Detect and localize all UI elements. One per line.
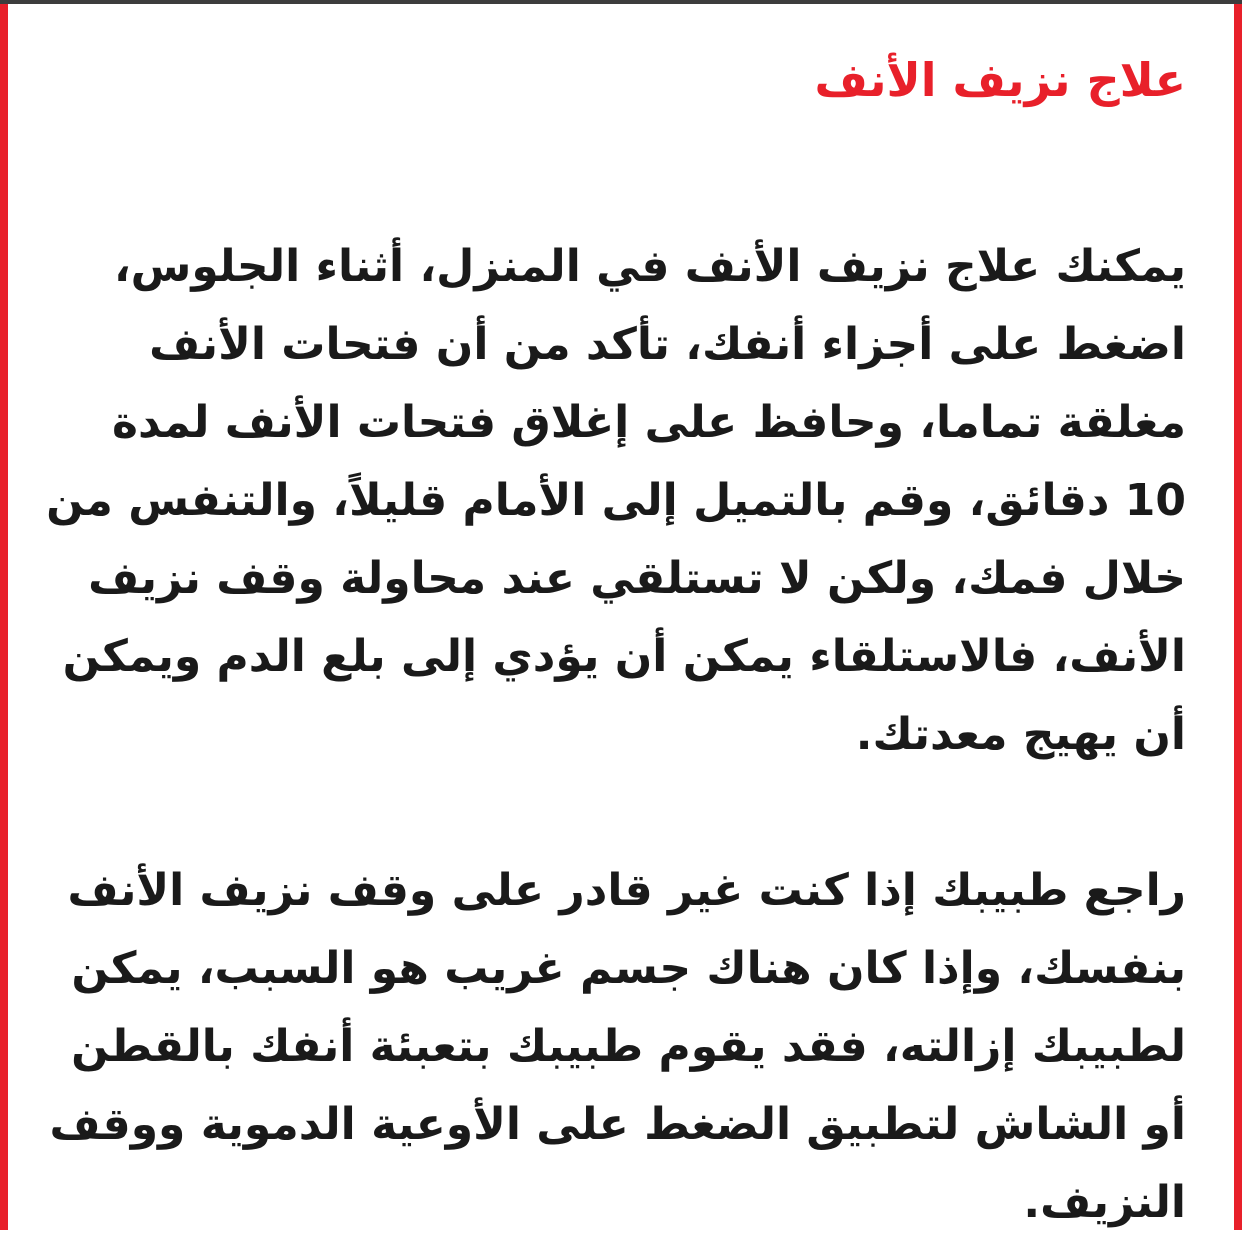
article-body (40, 40, 1186, 1242)
top-divider (0, 0, 1242, 4)
right-accent-bar (1234, 4, 1242, 1230)
article-paragraph-see-doctor: راجع طبيبك إذا كنت غير قادر على وقف نزيف الأنف بنفسك، وإذا كان هناك جسم غريب هو السبب، يمكن لطبيبك إزالته، فقد يقوم طبيبك بتعبئة أنفك بالقطن أو الشاش لتطبيق الضغط على الأوعية الدموية ووقف النزيف. (49, 865, 1186, 1228)
article-title: علاج نزيف الأنف (814, 53, 1186, 107)
article-paragraph-home-treatment: يمكنك علاج نزيف الأنف في المنزل، أثناء الجلوس، اضغط على أجزاء أنفك، تأكد من أن فتحات الأنف مغلقة تماما، وحافظ على إغلاق فتحات الأنف لمدة 10 دقائق، وقم بالتميل إلى الأمام قليلاً، والتنفس من خلال فمك، ولكن لا تستلقي عند محاولة وقف نزيف الأنف، فالاستلقاء يمكن أن يؤدي إلى بلع الدم ويمكن أن يهيج معدتك. (46, 241, 1186, 760)
left-accent-bar (0, 4, 8, 1230)
